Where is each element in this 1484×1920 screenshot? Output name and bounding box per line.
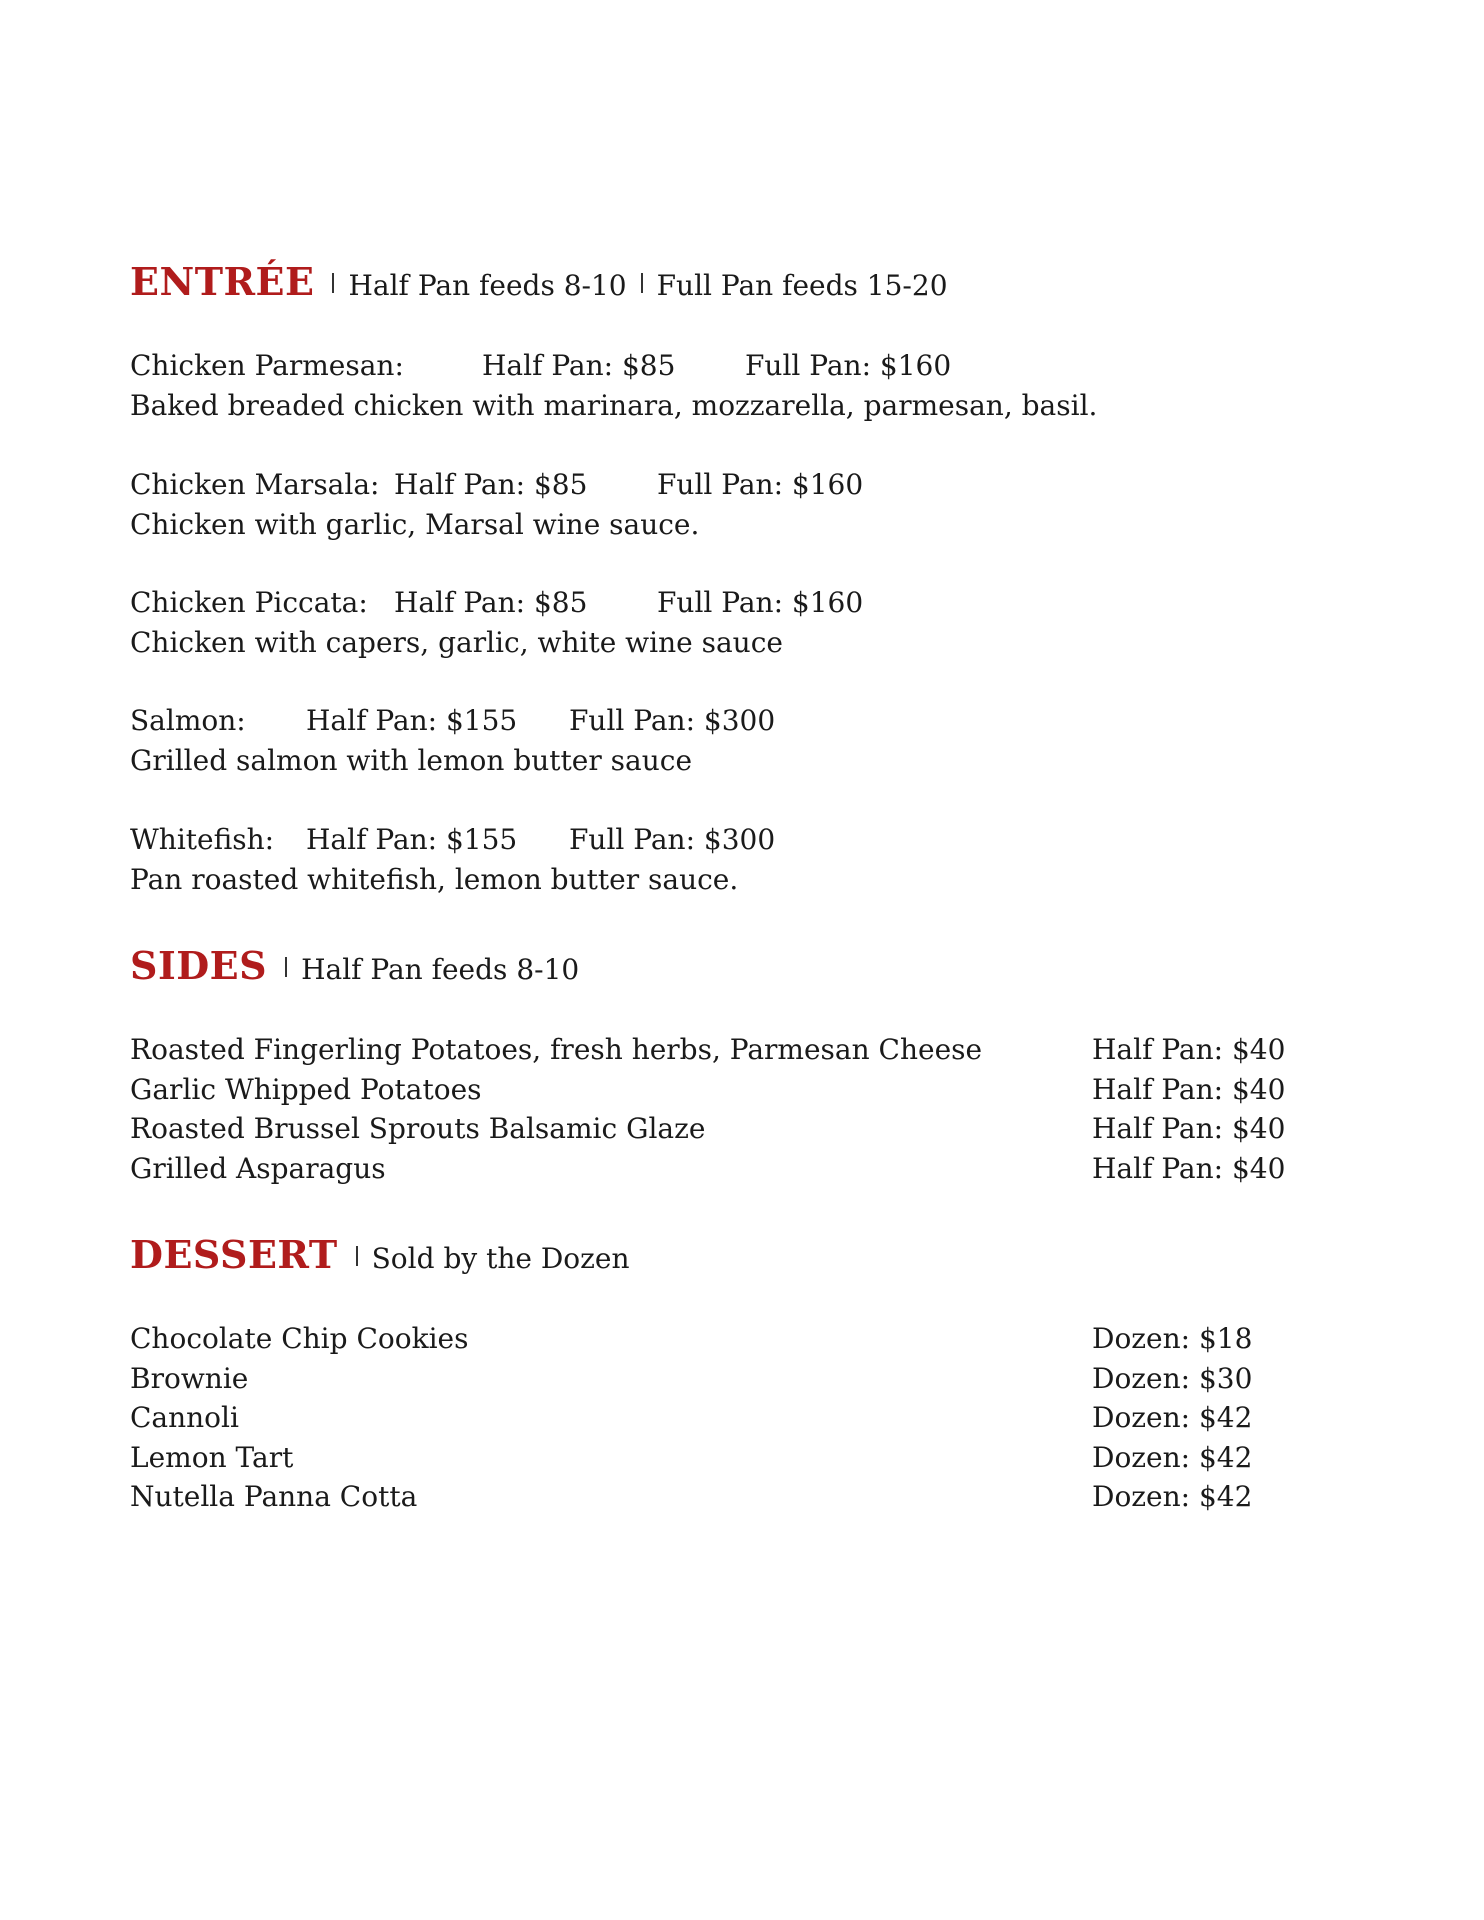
sides-item-name: Roasted Brussel Sprouts Balsamic Glaze: [130, 1112, 706, 1145]
dessert-info: Sold by the Dozen: [371, 1242, 630, 1275]
separator: [332, 273, 334, 293]
dessert-item-name: Cannoli: [130, 1401, 239, 1434]
entree-item-half-price: Half Pan: $85: [394, 468, 588, 501]
entree-item-full-price: Full Pan: $160: [745, 349, 952, 382]
dessert-header: [130, 1232, 630, 1279]
entree-item-full-price: Full Pan: $300: [569, 823, 776, 856]
sides-header: [130, 943, 580, 990]
dessert-item-price: Dozen: $42: [1092, 1441, 1253, 1474]
entree-item-name: Chicken Marsala:: [130, 468, 380, 501]
entree-item-desc: Pan roasted whitefish, lemon butter sauce.: [130, 863, 739, 896]
entree-title: ENTRÉE: [130, 259, 315, 304]
entree-item-name: Salmon:: [130, 704, 246, 737]
entree-item-desc: Chicken with garlic, Marsal wine sauce.: [130, 508, 700, 541]
dessert-item-price: Dozen: $42: [1092, 1480, 1253, 1513]
sides-item-name: Grilled Asparagus: [130, 1152, 386, 1185]
entree-item-desc: Grilled salmon with lemon butter sauce: [130, 744, 693, 777]
entree-item-full-price: Full Pan: $300: [569, 704, 776, 737]
sides-item-price: Half Pan: $40: [1092, 1033, 1286, 1066]
sides-item-price: Half Pan: $40: [1092, 1152, 1286, 1185]
dessert-item-name: Brownie: [130, 1362, 249, 1395]
dessert-item-name: Nutella Panna Cotta: [130, 1480, 418, 1513]
entree-info-full: Full Pan feeds 15-20: [656, 269, 948, 302]
sides-item-name: Garlic Whipped Potatoes: [130, 1073, 482, 1106]
entree-item-half-price: Half Pan: $85: [482, 349, 676, 382]
sides-item-price: Half Pan: $40: [1092, 1112, 1286, 1145]
separator: [356, 1246, 358, 1266]
dessert-item-price: Dozen: $18: [1092, 1322, 1253, 1355]
dessert-title: DESSERT: [130, 1232, 338, 1277]
entree-item-half-price: Half Pan: $85: [394, 586, 588, 619]
sides-item-price: Half Pan: $40: [1092, 1073, 1286, 1106]
entree-item-half-price: Half Pan: $155: [306, 823, 518, 856]
entree-header: [130, 259, 948, 306]
separator: [641, 273, 643, 293]
entree-info-half: Half Pan feeds 8-10: [348, 269, 627, 302]
dessert-item-name: Lemon Tart: [130, 1441, 294, 1474]
sides-info: Half Pan feeds 8-10: [301, 953, 580, 986]
entree-item-full-price: Full Pan: $160: [657, 468, 864, 501]
dessert-item-price: Dozen: $42: [1092, 1401, 1253, 1434]
separator: [285, 957, 287, 977]
sides-item-name: Roasted Fingerling Potatoes, fresh herbs, Parmesan Cheese: [130, 1033, 983, 1066]
entree-item-name: Whitefish:: [130, 823, 275, 856]
entree-item-name: Chicken Piccata:: [130, 586, 368, 619]
entree-item-name: Chicken Parmesan:: [130, 349, 404, 382]
entree-item-desc: Baked breaded chicken with marinara, mozzarella, parmesan, basil.: [130, 389, 1098, 422]
entree-item-full-price: Full Pan: $160: [657, 586, 864, 619]
dessert-item-price: Dozen: $30: [1092, 1362, 1253, 1395]
entree-item-half-price: Half Pan: $155: [306, 704, 518, 737]
dessert-item-name: Chocolate Chip Cookies: [130, 1322, 469, 1355]
entree-item-desc: Chicken with capers, garlic, white wine sauce: [130, 626, 783, 659]
sides-title: SIDES: [130, 943, 268, 988]
